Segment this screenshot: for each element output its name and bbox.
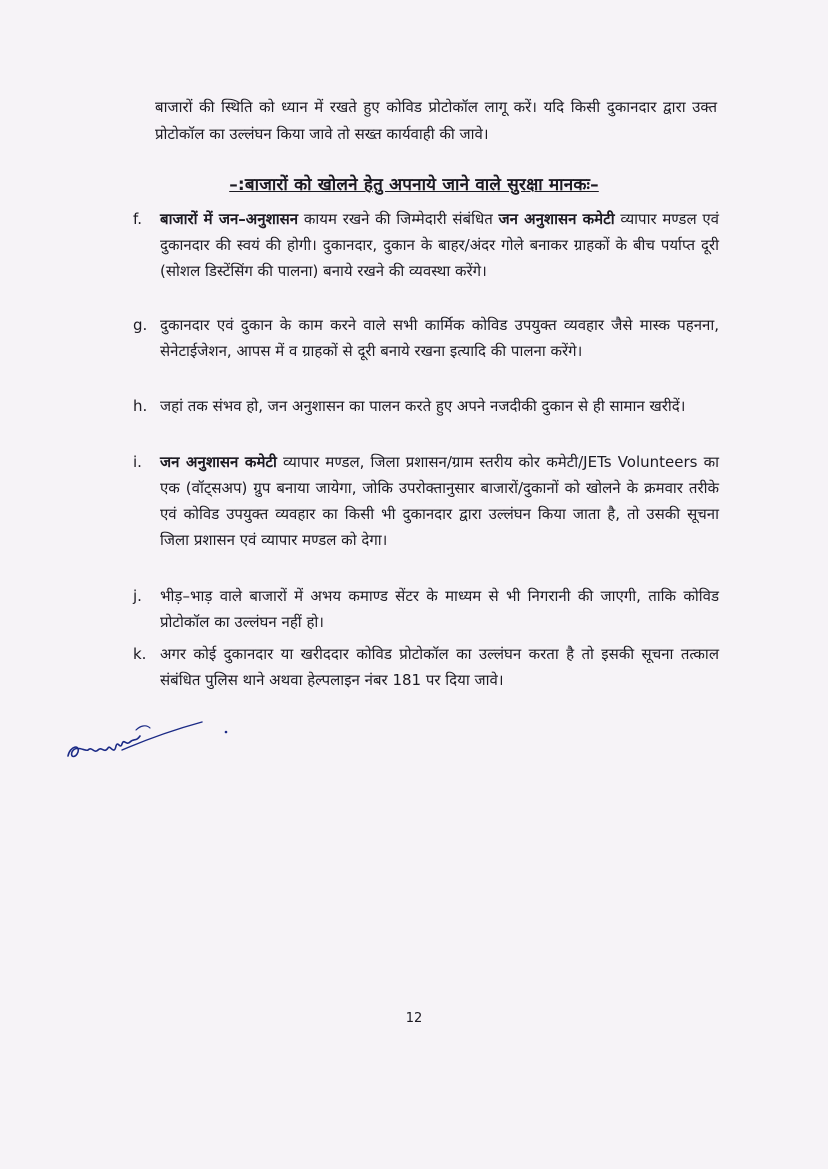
item-marker: g. [133, 316, 148, 334]
section-heading: –:बाजारों को खोलने हेतु अपनाये जाने वाले सुरक्षा मानकः– [229, 175, 599, 195]
item-marker: f. [133, 210, 142, 228]
list-item-g [133, 312, 719, 364]
list-item-i [133, 449, 719, 553]
list-item-k [133, 641, 719, 693]
list-item-j [133, 583, 719, 635]
item-text [160, 449, 719, 553]
item-marker: k. [133, 645, 147, 663]
list-item-f [133, 206, 719, 284]
handwritten-signature [60, 712, 240, 772]
item-text: जहां तक संभव हो, जन अनुशासन का पालन करते हुए अपने नजदीकी दुकान से ही सामान खरीदें। [160, 397, 686, 415]
item-marker: i. [133, 453, 142, 471]
text-span: व्यापार मण्डल, जिला प्रशासन/ग्राम स्तरीय कोर कमेटी/JETs Volunteers का एक (वॉट्सअप) ग्रुप बनाया जायेगा, जोकि उपरोक्तानुसार बाजारों/दुकानों को खोलने के क्रमवार तरीके एवं कोविड उपयुक्त व्यवहार का किसी भी दुकानदार द्वारा उल्लंघन किया जाता है, तो उसकी सूचना जिला प्रशासन एवं व्यापार मण्डल को देगा। [160, 453, 719, 549]
item-text: भीड़–भाड़ वाले बाजारों में अभय कमाण्ड सेंटर के माध्यम से भी निगरानी की जाएगी, ताकि कोविड प्रोटोकॉल का उल्लंघन नहीं हो। [160, 587, 719, 631]
text-span: व्यापार मण्डल एवं दुकानदार की स्वयं की होगी। दुकानदार, दुकान के बाहर/अंदर गोले बनाकर ग्राहकों के बीच पर्याप्त दूरी (सोशल डिस्टेंसिंग की पालना) बनाये रखने की व्यवस्था करेंगे। [160, 210, 719, 280]
page-number: 12 [405, 1011, 423, 1026]
text-span: कायम रखने की जिम्मेदारी संबंधित [298, 210, 499, 228]
intro-paragraph: बाजारों की स्थिति को ध्यान में रखते हुए कोविड प्रोटोकॉल लागू करें। यदि किसी दुकानदार द्वारा उक्त प्रोटोकॉल का उल्लंघन किया जावे तो सख्त कार्यवाही की जावे। [155, 98, 717, 143]
item-text: अगर कोई दुकानदार या खरीददार कोविड प्रोटोकॉल का उल्लंघन करता है तो इसकी सूचना तत्काल संबंधित पुलिस थाने अथवा हेल्पलाइन नंबर 181 पर दिया जावे। [160, 645, 719, 689]
item-marker: j. [133, 587, 142, 605]
item-text [160, 206, 719, 284]
item-text: दुकानदार एवं दुकान के काम करने वाले सभी कार्मिक कोविड उपयुक्त व्यवहार जैसे मास्क पहनना, सेनेटाईजेशन, आपस में व ग्राहकों से दूरी बनाये रखना इत्यादि की पालना करेंगे। [160, 316, 719, 360]
list-item-h [133, 393, 719, 419]
bold-phrase: जन अनुशासन कमेटी [160, 453, 277, 471]
item-marker: h. [133, 397, 148, 415]
bold-phrase: जन अनुशासन कमेटी [498, 210, 615, 228]
bold-phrase: बाजारों में जन–अनुशासन [160, 210, 299, 228]
